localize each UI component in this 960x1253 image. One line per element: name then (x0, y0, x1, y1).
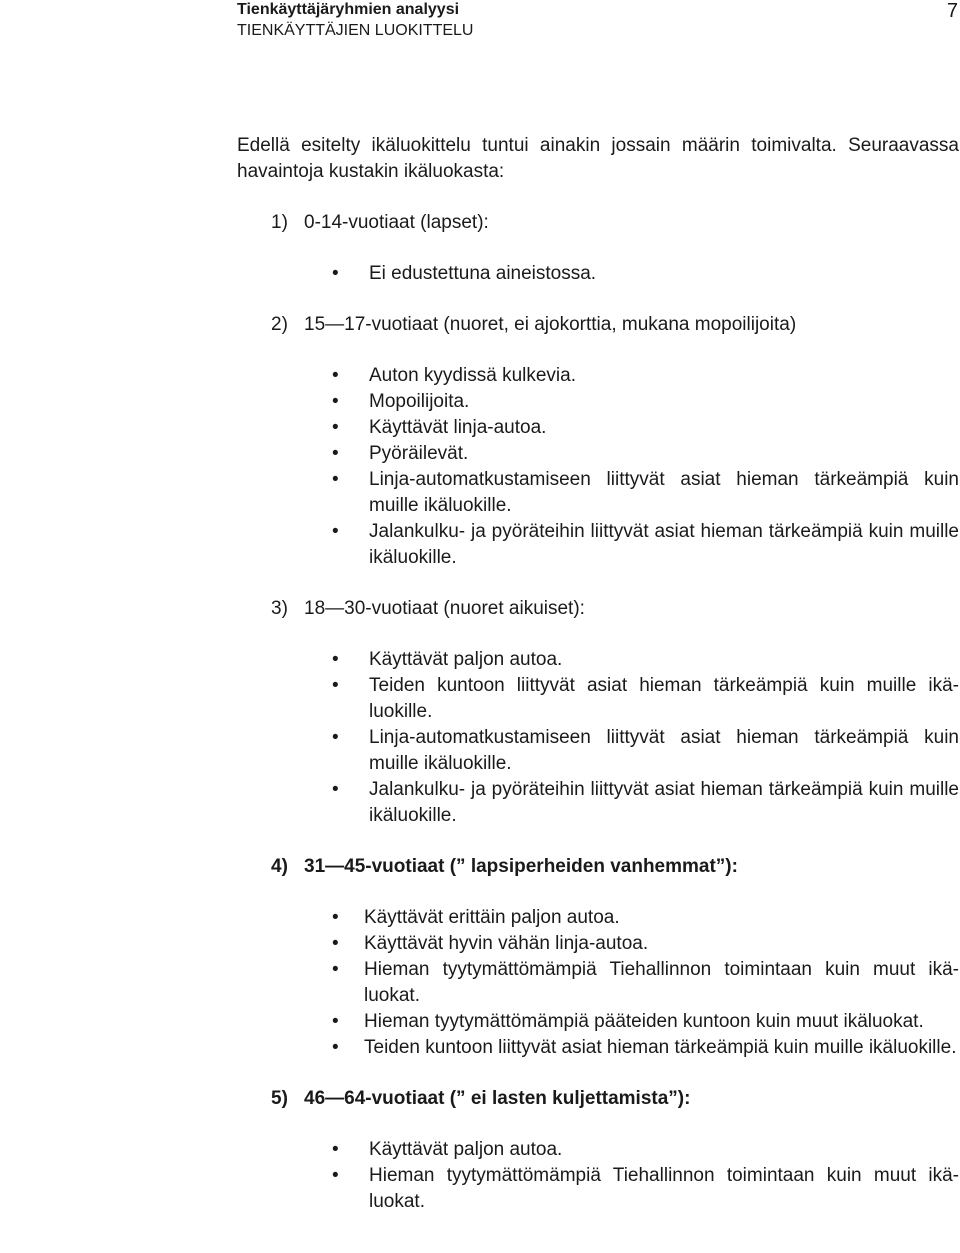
list-item-text: Teiden kuntoon liittyvät asiat hieman tärkeämpiä kuin muille ikäluokille. (364, 1037, 957, 1058)
bullet-icon: • (332, 727, 339, 748)
list-item (237, 725, 959, 777)
list-item (237, 931, 959, 957)
page-number: 7 (946, 0, 958, 22)
section-heading (271, 210, 959, 236)
list-item (237, 1137, 959, 1163)
list-item (237, 777, 959, 829)
section-title: 46—64-vuotiaat (” ei lasten kuljettamista”): (304, 1088, 691, 1109)
list-item (237, 1035, 959, 1061)
bullet-icon: • (332, 1139, 339, 1160)
list-item (237, 519, 959, 571)
bullet-list (237, 647, 959, 829)
list-item (237, 467, 959, 519)
section-number: 2) (271, 314, 288, 335)
section-number: 4) (271, 856, 288, 877)
bullet-icon: • (332, 779, 339, 800)
section-number: 5) (271, 1088, 288, 1109)
list-item-text: Auton kyydissä kulkevia. (369, 365, 576, 386)
bullet-icon: • (332, 521, 339, 542)
list-item (237, 957, 959, 1009)
list-item (237, 389, 959, 415)
bullet-icon: • (332, 263, 339, 284)
header-title: Tienkäyttäjäryhmien analyysi (237, 1, 460, 18)
list-item-text: Hieman tyytymättömämpiä pääteiden kuntoon kuin muut ikäluokat. (364, 1011, 924, 1032)
list-item-text: Linja-automatkustamiseen liittyvät asiat hieman tärkeämpiä kuin muille ikäluokille. (369, 727, 959, 774)
section-1 (237, 210, 959, 287)
list-item (237, 905, 959, 931)
bullet-icon: • (332, 417, 339, 438)
header-subtitle: TIENKÄYTTÄJIEN LUOKITTELU (237, 22, 474, 39)
list-item-text: Käyttävät hyvin vähän linja-autoa. (364, 933, 649, 954)
bullet-list (237, 261, 959, 287)
bullet-icon: • (332, 675, 339, 696)
section-3 (237, 596, 959, 829)
list-item (237, 647, 959, 673)
bullet-icon: • (332, 907, 339, 928)
list-item-text: Jalankulku- ja pyöräteihin liittyvät asiat hieman tärkeämpiä kuin muille ikäluokille. (369, 521, 959, 568)
bullet-icon: • (332, 1165, 339, 1186)
list-item (237, 673, 959, 725)
list-item-text: Hieman tyytymättömämpiä Tiehallinnon toimintaan kuin muut ikäluokat. (364, 959, 959, 1006)
list-item-text: Käyttävät paljon autoa. (369, 649, 563, 670)
section-2 (237, 312, 959, 571)
list-item-text: Jalankulku- ja pyöräteihin liittyvät asiat hieman tärkeämpiä kuin muille ikäluokille. (369, 779, 959, 826)
list-item (237, 261, 959, 287)
section-5 (237, 1086, 959, 1215)
bullet-icon: • (332, 391, 339, 412)
list-item-text: Teiden kuntoon liittyvät asiat hieman tärkeämpiä kuin muille ikäluokille. (369, 675, 959, 722)
section-heading (271, 312, 959, 338)
section-number: 3) (271, 598, 288, 619)
list-item-text: Käyttävät paljon autoa. (369, 1139, 563, 1160)
list-item-text: Käyttävät erittäin paljon autoa. (364, 907, 620, 928)
section-heading (271, 596, 959, 622)
list-item (237, 1009, 959, 1035)
bullet-icon: • (332, 933, 339, 954)
list-item-text: Ei edustettuna aineistossa. (369, 263, 597, 284)
bullet-list (237, 1137, 959, 1215)
section-4 (237, 854, 959, 1061)
list-item-text: Pyöräilevät. (369, 443, 469, 464)
intro-paragraph: Edellä esitelty ikäluokittelu tuntui ainakin jossain määrin toimivalta. Seuraavassa havaintoja kustakin ikäluokasta: (237, 135, 959, 182)
body-content (237, 133, 959, 1215)
list-item-text: Käyttävät linja-autoa. (369, 417, 547, 438)
list-item-text: Linja-automatkustamiseen liittyvät asiat hieman tärkeämpiä kuin muille ikäluokille. (369, 469, 959, 516)
section-title: 18—30-vuotiaat (nuoret aikuiset): (304, 598, 585, 619)
section-title: 31—45-vuotiaat (” lapsiperheiden vanhemmat”): (304, 856, 738, 877)
bullet-icon: • (332, 443, 339, 464)
list-item-text: Hieman tyytymättömämpiä Tiehallinnon toimintaan kuin muut ikäluokat. (369, 1165, 959, 1212)
list-item (237, 415, 959, 441)
list-item (237, 363, 959, 389)
bullet-list (237, 363, 959, 571)
bullet-icon: • (332, 469, 339, 490)
list-item (237, 1163, 959, 1215)
bullet-icon: • (332, 649, 339, 670)
section-heading (271, 1086, 959, 1112)
section-number: 1) (271, 212, 288, 233)
bullet-icon: • (332, 959, 339, 980)
section-heading (271, 854, 959, 880)
bullet-icon: • (332, 365, 339, 386)
list-item-text: Mopoilijoita. (369, 391, 470, 412)
bullet-list (237, 905, 959, 1061)
bullet-icon: • (332, 1011, 339, 1032)
list-item (237, 441, 959, 467)
section-title: 0-14-vuotiaat (lapset): (304, 212, 489, 233)
bullet-icon: • (332, 1037, 339, 1058)
section-title: 15—17-vuotiaat (nuoret, ei ajokorttia, mukana mopoilijoita) (304, 314, 797, 335)
